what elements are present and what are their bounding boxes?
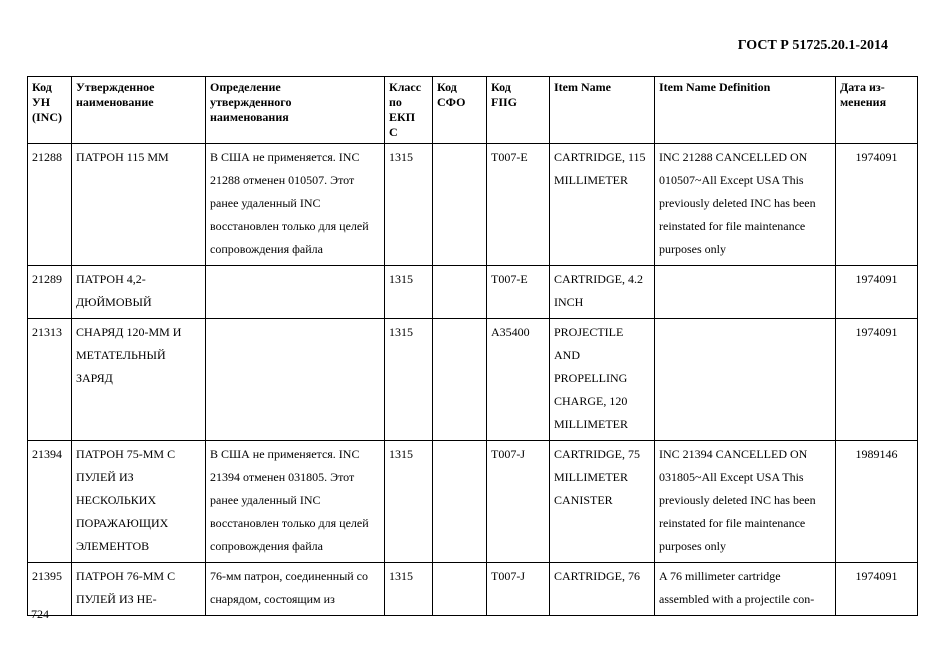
cell-definition: 76-мм патрон, соединенный со снарядом, состоящим из xyxy=(206,563,385,616)
cell-fiig: T007-J xyxy=(487,563,550,616)
cell-item-definition xyxy=(655,319,836,441)
cell-date: 1974091 xyxy=(836,144,918,266)
cell-inc: 21313 xyxy=(28,319,72,441)
cell-item-name: CARTRIDGE, 115 MILLIMETER xyxy=(550,144,655,266)
cell-date: 1974091 xyxy=(836,319,918,441)
cell-class: 1315 xyxy=(385,441,433,563)
cell-fiig: A35400 xyxy=(487,319,550,441)
cell-item-definition: A 76 millimeter cartridge assembled with a projectile con- xyxy=(655,563,836,616)
cell-inc: 21394 xyxy=(28,441,72,563)
cell-definition: В США не применяется. INC 21288 отменен 010507. Этот ранее удаленный INC восстановлен только для целей сопровождения файла xyxy=(206,144,385,266)
header-inc: Код УН (INC) xyxy=(28,77,72,144)
cell-fiig: T007-E xyxy=(487,144,550,266)
cell-inc: 21288 xyxy=(28,144,72,266)
inc-table xyxy=(27,76,918,616)
table-row xyxy=(28,563,918,616)
cell-sfo xyxy=(433,563,487,616)
cell-class: 1315 xyxy=(385,563,433,616)
page-number: 724 xyxy=(31,607,49,621)
cell-inc: 21289 xyxy=(28,266,72,319)
cell-item-name: CARTRIDGE, 4.2 INCH xyxy=(550,266,655,319)
cell-name: ПАТРОН 115 ММ xyxy=(72,144,206,266)
cell-fiig: T007-J xyxy=(487,441,550,563)
cell-date: 1974091 xyxy=(836,563,918,616)
header-date: Дата из- менения xyxy=(836,77,918,144)
header-sfo: Код СФО xyxy=(433,77,487,144)
cell-item-definition: INC 21394 CANCELLED ON 031805~All Except USA This previously deleted INC has been reinstated for file maintenance purposes only xyxy=(655,441,836,563)
cell-name: ПАТРОН 75-ММ С ПУЛЕЙ ИЗ НЕСКОЛЬКИХ ПОРАЖАЮЩИХ ЭЛЕМЕНТОВ xyxy=(72,441,206,563)
cell-item-definition xyxy=(655,266,836,319)
table-row xyxy=(28,441,918,563)
cell-sfo xyxy=(433,319,487,441)
cell-name: ПАТРОН 76-ММ С ПУЛЕЙ ИЗ НЕ- xyxy=(72,563,206,616)
cell-inc: 21395 xyxy=(28,563,72,616)
cell-item-name: CARTRIDGE, 76 xyxy=(550,563,655,616)
cell-sfo xyxy=(433,266,487,319)
cell-class: 1315 xyxy=(385,319,433,441)
cell-name: СНАРЯД 120-ММ И МЕТАТЕЛЬНЫЙ ЗАРЯД xyxy=(72,319,206,441)
cell-sfo xyxy=(433,441,487,563)
cell-definition xyxy=(206,319,385,441)
cell-date: 1974091 xyxy=(836,266,918,319)
header-approved-name: Утвержденное наименование xyxy=(72,77,206,144)
header-definition: Определение утвержденного наименования xyxy=(206,77,385,144)
header-fiig: Код FIIG xyxy=(487,77,550,144)
cell-item-definition: INC 21288 CANCELLED ON 010507~All Except USA This previously deleted INC has been reinstated for file maintenance purposes only xyxy=(655,144,836,266)
table-row xyxy=(28,266,918,319)
header-class: Класс по ЕКП С xyxy=(385,77,433,144)
cell-name: ПАТРОН 4,2-ДЮЙМОВЫЙ xyxy=(72,266,206,319)
table-header-row xyxy=(28,77,918,144)
cell-item-name: CARTRIDGE, 75 MILLIMETER CANISTER xyxy=(550,441,655,563)
cell-date: 1989146 xyxy=(836,441,918,563)
cell-class: 1315 xyxy=(385,266,433,319)
cell-class: 1315 xyxy=(385,144,433,266)
table-row xyxy=(28,144,918,266)
header-item-definition: Item Name Definition xyxy=(655,77,836,144)
cell-fiig: T007-E xyxy=(487,266,550,319)
header-item-name: Item Name xyxy=(550,77,655,144)
cell-item-name: PROJECTILE AND PROPELLING CHARGE, 120 MILLIMETER xyxy=(550,319,655,441)
cell-definition xyxy=(206,266,385,319)
table-row xyxy=(28,319,918,441)
cell-sfo xyxy=(433,144,487,266)
cell-definition: В США не применяется. INC 21394 отменен 031805. Этот ранее удаленный INC восстановлен только для целей сопровождения файла xyxy=(206,441,385,563)
document-id: ГОСТ Р 51725.20.1-2014 xyxy=(737,38,888,53)
